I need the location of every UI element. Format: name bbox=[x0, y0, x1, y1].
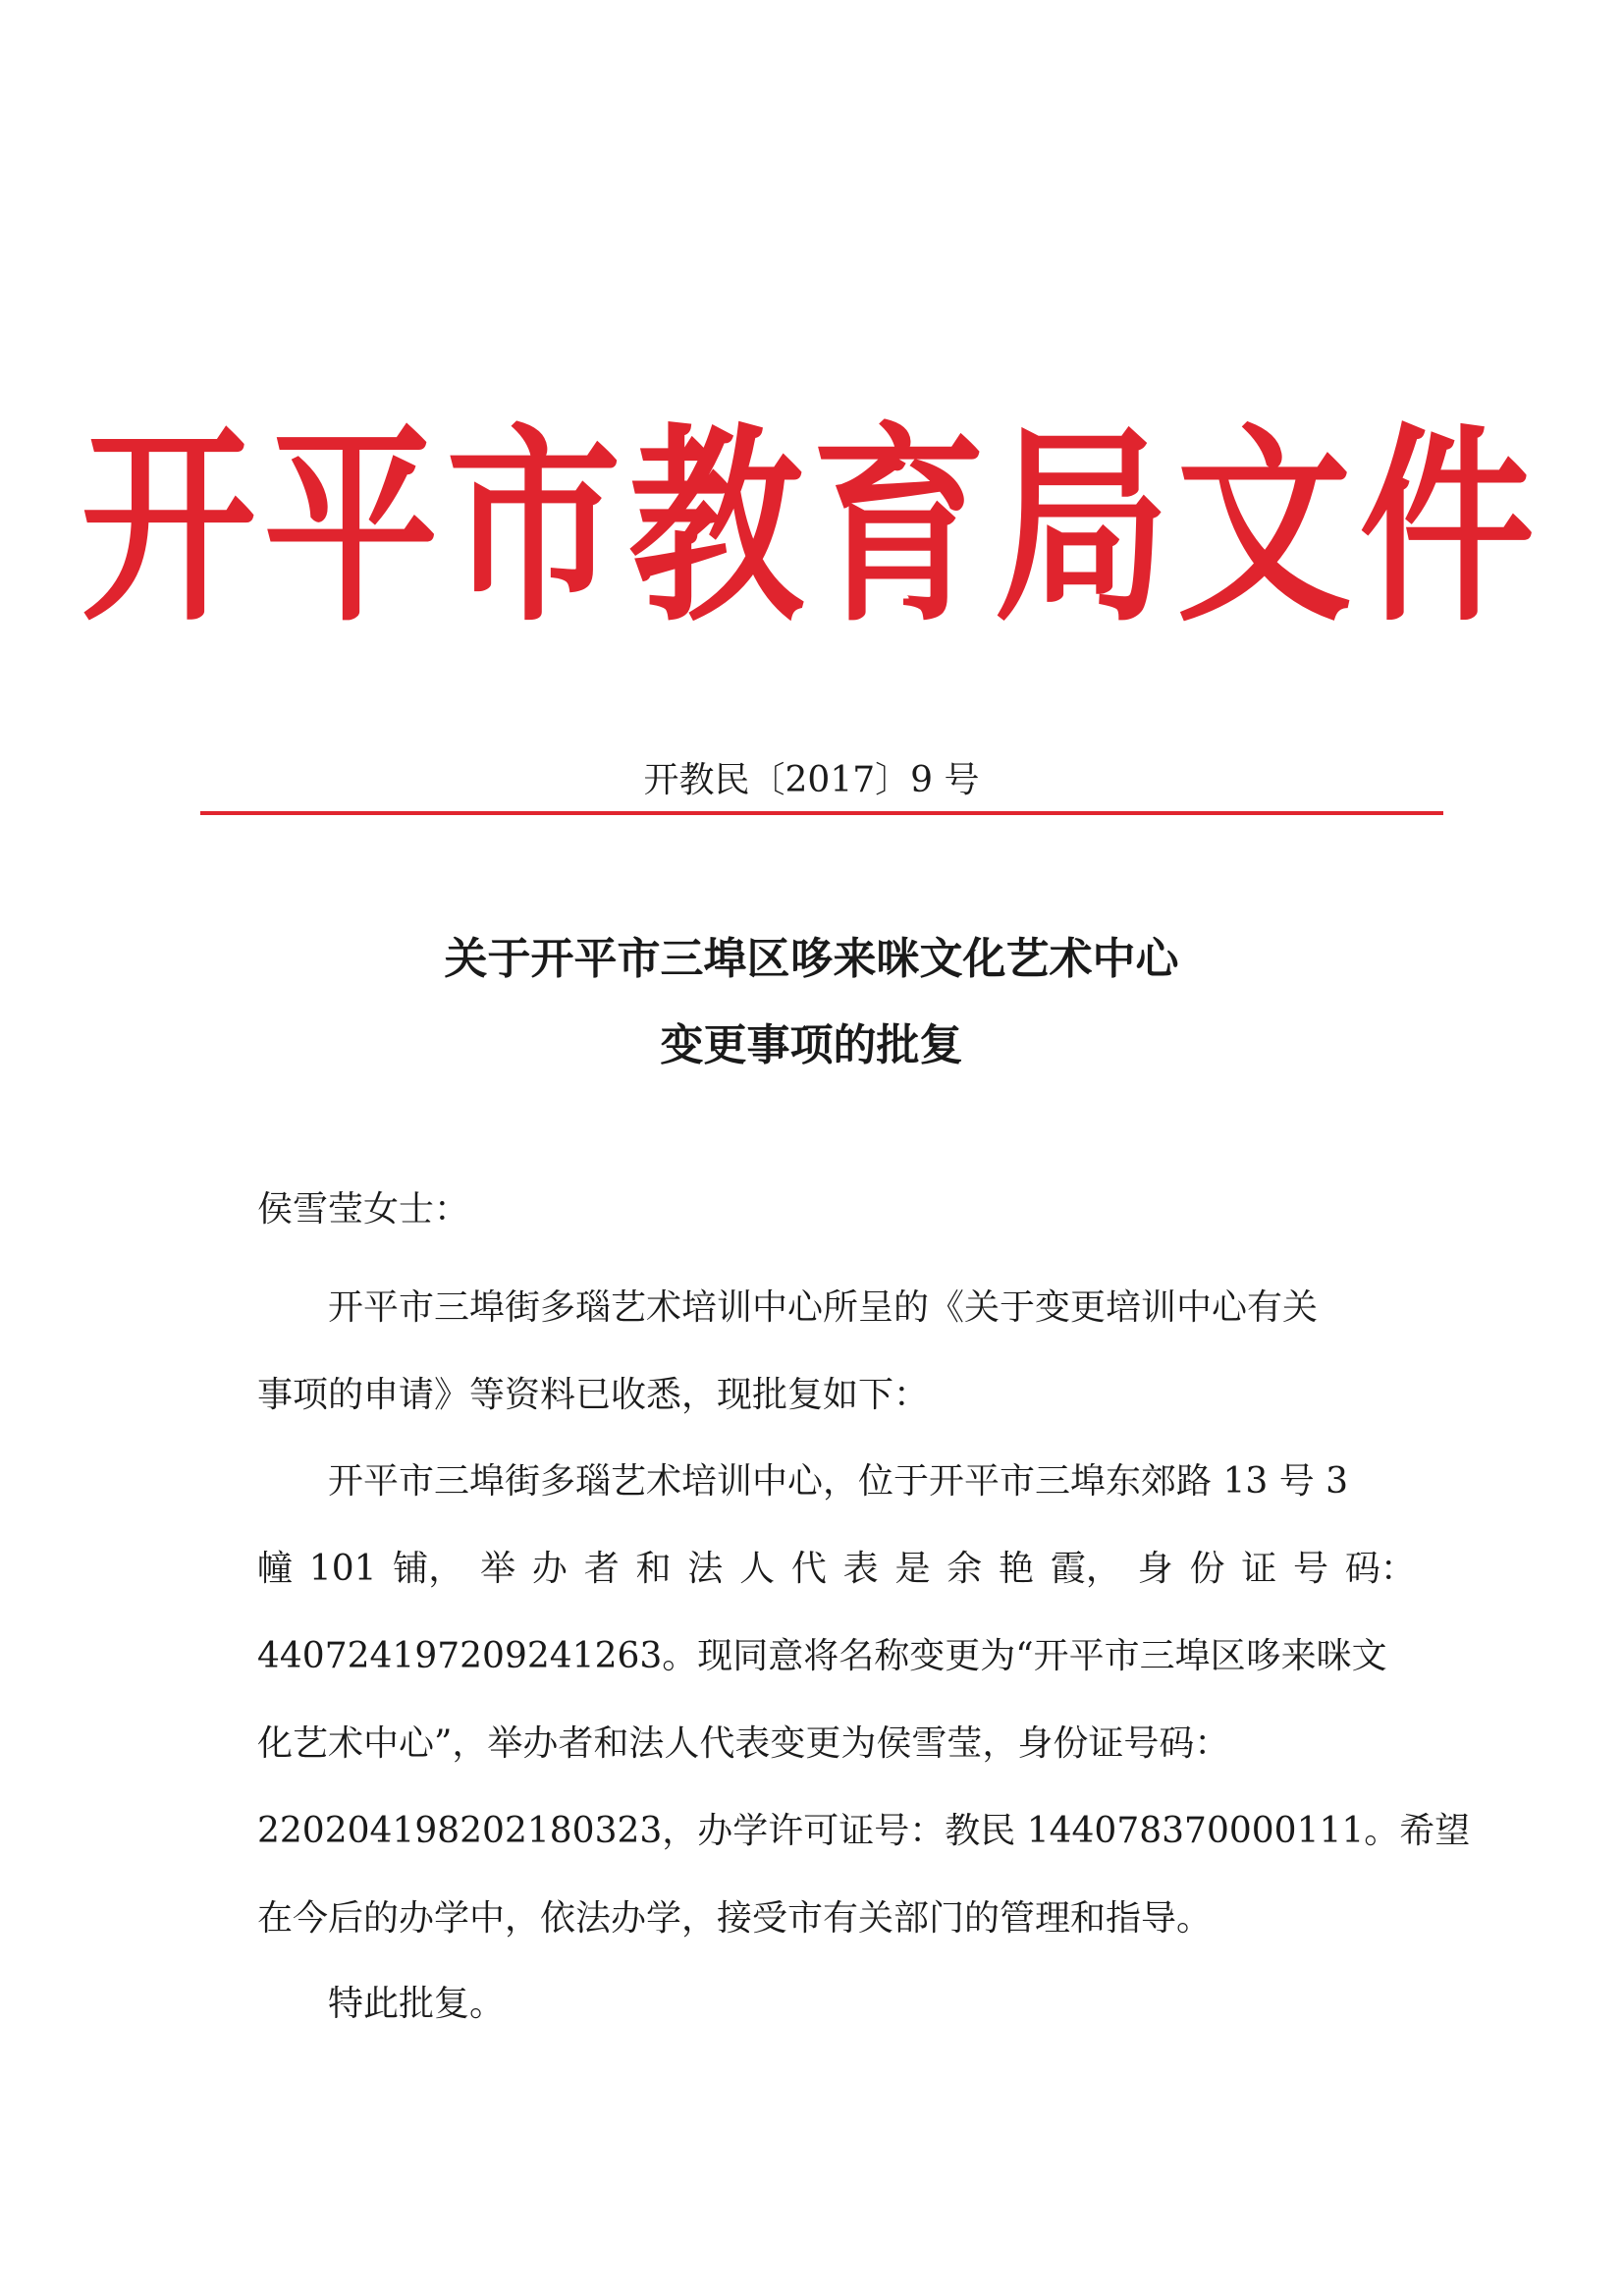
line-2-token: 余 bbox=[947, 1549, 983, 1589]
paragraph-1-line-1: 开平市三埠街多瑙艺术培训中心所呈的《关于变更培训中心有关 bbox=[328, 1287, 1319, 1328]
line-2-token: 身 bbox=[1137, 1549, 1173, 1589]
paragraph-2-line-4: 化艺术中心”，举办者和法人代表变更为侯雪莹，身份证号码： bbox=[257, 1723, 1230, 1764]
document-title-line-2: 变更事项的批复 bbox=[660, 1020, 963, 1070]
line-2-token: 证 bbox=[1241, 1549, 1277, 1589]
masthead-title: 开平市教育局文件 bbox=[81, 403, 1542, 650]
line-2-token: 霞， bbox=[1050, 1549, 1121, 1589]
red-divider-line bbox=[200, 811, 1443, 815]
paragraph-1-line-2: 事项的申请》等资料已收悉，现批复如下： bbox=[257, 1375, 930, 1415]
line-2-token: 份 bbox=[1189, 1549, 1225, 1589]
line-2-token: 码： bbox=[1344, 1549, 1416, 1589]
line-2-token: 办 bbox=[531, 1549, 568, 1589]
closing-text: 特此批复。 bbox=[328, 1984, 506, 2024]
paragraph-1 bbox=[257, 1264, 1416, 1439]
paragraph-2 bbox=[257, 1438, 1471, 1962]
salutation: 侯雪莹女士： bbox=[257, 1189, 470, 1230]
line-2-token: 者 bbox=[583, 1549, 620, 1589]
line-2-token: 和 bbox=[635, 1549, 672, 1589]
line-2-token: 代 bbox=[790, 1549, 827, 1589]
line-2-token: 艳 bbox=[999, 1549, 1035, 1589]
line-2-token: 法 bbox=[687, 1549, 724, 1589]
closing bbox=[257, 1960, 1416, 2048]
paragraph-2-line-2 bbox=[257, 1525, 1416, 1613]
paragraph-2-line-1: 开平市三埠街多瑙艺术培训中心，位于开平市三埠东郊路 13 号 3 bbox=[328, 1461, 1349, 1502]
document-title-line-1: 关于开平市三埠区哆来咪文化艺术中心 bbox=[444, 934, 1179, 984]
paragraph-2-line-5: 220204198202180323，办学许可证号：教民 144078370000111。希望 bbox=[257, 1811, 1471, 1851]
line-2-token: 幢 bbox=[257, 1549, 294, 1589]
line-2-token: 号 bbox=[1293, 1549, 1329, 1589]
line-2-token: 表 bbox=[842, 1549, 879, 1589]
line-2-token: 101 bbox=[308, 1549, 377, 1589]
document-number: 开教民〔2017〕9 号 bbox=[643, 760, 980, 800]
line-2-token: 是 bbox=[894, 1549, 931, 1589]
line-2-token: 人 bbox=[739, 1549, 776, 1589]
line-2-token: 铺， bbox=[393, 1549, 464, 1589]
paragraph-2-line-6: 在今后的办学中，依法办学，接受市有关部门的管理和指导。 bbox=[257, 1898, 1213, 1939]
line-2-token: 举 bbox=[480, 1549, 516, 1589]
paragraph-2-line-3: 440724197209241263。现同意将名称变更为“开平市三埠区哆来咪文 bbox=[257, 1636, 1387, 1676]
